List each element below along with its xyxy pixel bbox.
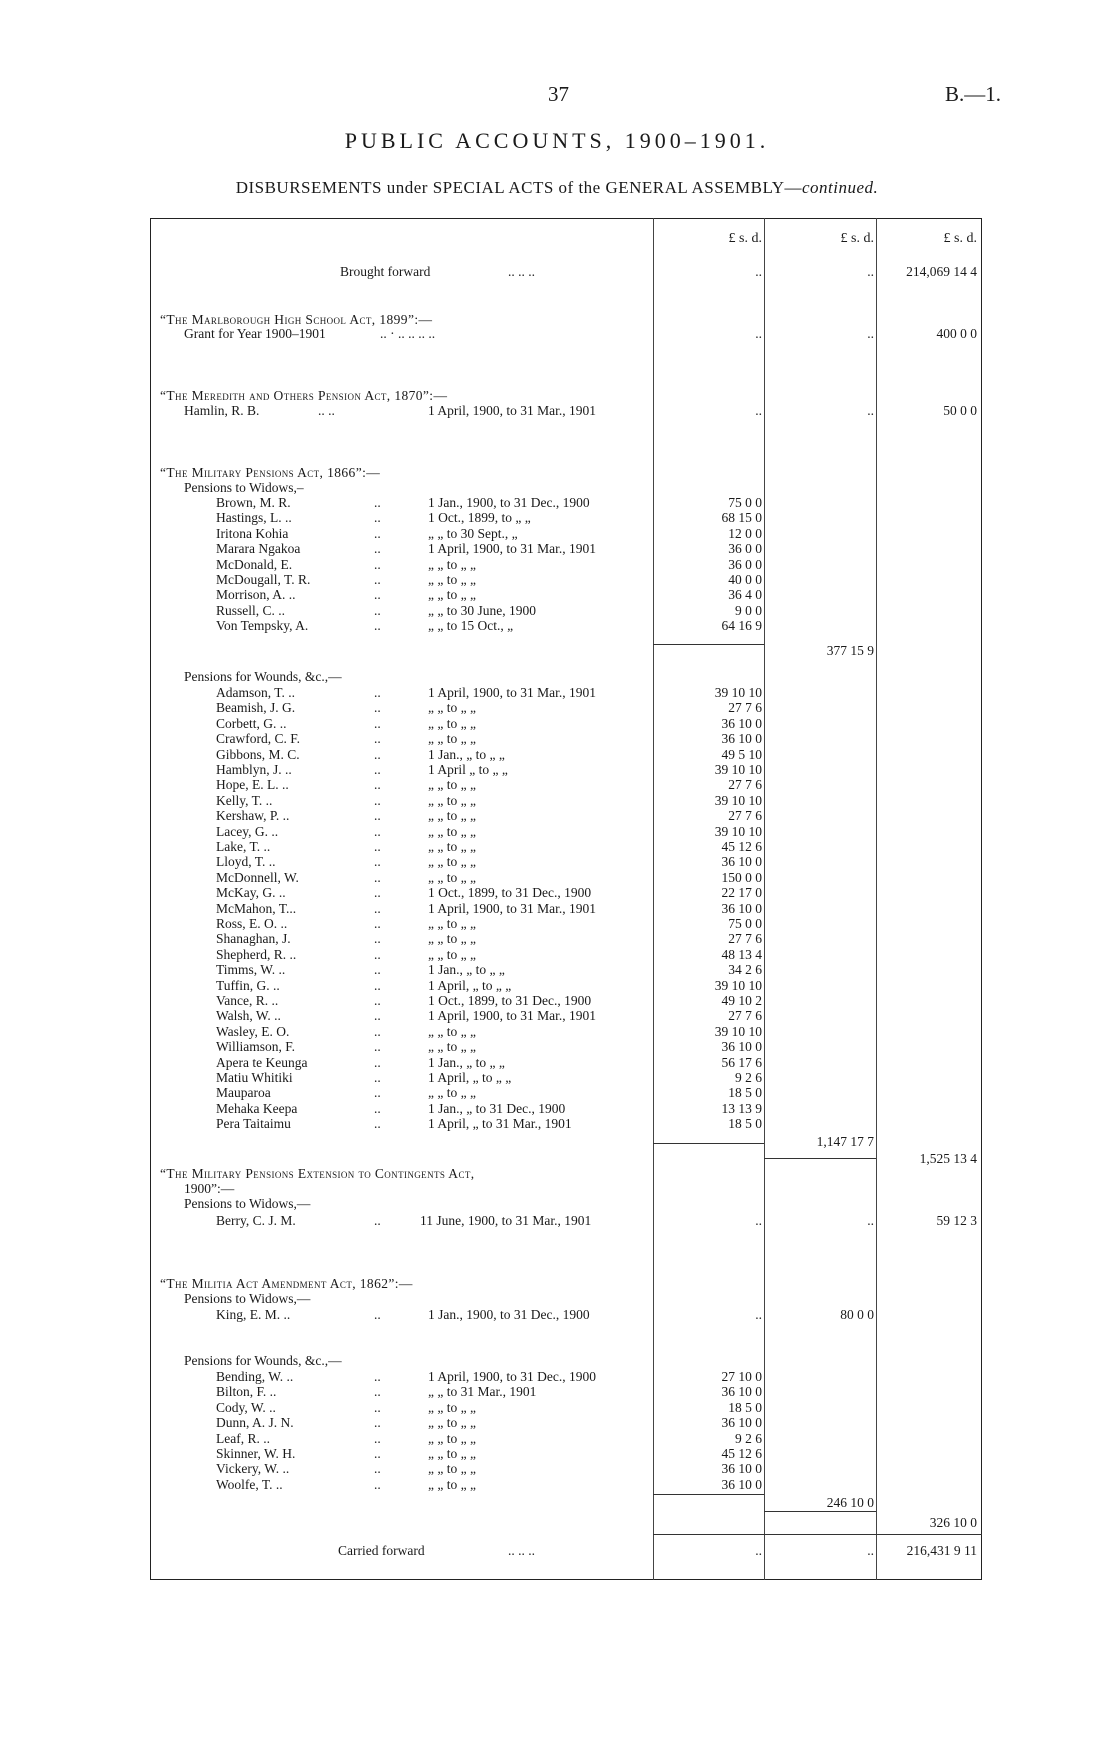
pension-period: „ „ to „ „ <box>428 854 476 870</box>
amount: 18 5 0 <box>728 1116 762 1132</box>
amount: 36 10 0 <box>721 731 762 747</box>
pensioner-name: Leaf, R. .. <box>216 1430 270 1446</box>
amount: 40 0 0 <box>728 572 762 587</box>
pensioner-name: Bending, W. .. <box>216 1369 294 1384</box>
amount: 36 10 0 <box>721 900 762 916</box>
amount: 36 0 0 <box>728 556 762 572</box>
leader-dots: .. <box>374 1461 381 1477</box>
amount: 214,069 14 4 <box>906 264 977 279</box>
leader-dots: .. · .. .. .. .. <box>380 326 436 341</box>
pensioner-name: Skinner, W. H. <box>216 1446 296 1461</box>
act-title: “The Marlborough High School Act, 1899”:— <box>160 312 433 327</box>
pensioner-name: Williamson, F. <box>216 1039 296 1055</box>
pensioner-name: Kelly, T. .. <box>216 792 273 808</box>
pension-period: 1 April, 1900, to 31 Mar., 1901 <box>428 541 596 557</box>
amount: 39 10 10 <box>714 823 762 839</box>
act-title-cont: 1900”:— <box>184 1181 235 1196</box>
leader-dots: .. <box>374 556 381 572</box>
leader-dots: .. <box>374 510 381 526</box>
subtotal-row <box>0 1494 1114 1511</box>
pension-period: 1 April, „ to 31 Mar., 1901 <box>428 1116 572 1132</box>
pension-period: „ „ to „ „ <box>428 1476 476 1492</box>
pension-period: 1 April „ to „ „ <box>428 762 508 777</box>
grant-label: Grant for Year 1900–1901 <box>184 326 326 341</box>
pension-row <box>0 1306 1114 1323</box>
amount: 9 0 0 <box>735 602 762 618</box>
pension-row <box>0 1115 1114 1132</box>
total-rule <box>653 1534 982 1535</box>
pension-period: 1 Jan., „ to „ „ <box>428 1054 505 1070</box>
leader-dots: .. <box>374 1430 381 1446</box>
act-title: “The Military Pensions Act, 1866”:— <box>160 465 381 480</box>
pensioner-name: Adamson, T. .. <box>216 685 295 700</box>
amount: 64 16 9 <box>721 618 762 634</box>
amount: .. <box>755 326 762 341</box>
pensioner-name: Tuffin, G. .. <box>216 977 280 993</box>
pensioner-name: Von Tempsky, A. <box>216 618 309 634</box>
section-heading <box>0 1290 1114 1307</box>
pension-period: „ „ to „ „ <box>428 946 476 962</box>
pensioner-name: Russell, C. .. <box>216 602 286 618</box>
pensioner-name: Walsh, W. .. <box>216 1008 281 1024</box>
pensioner-name: Beamish, J. G. <box>216 700 296 716</box>
leader-dots: .. <box>374 946 381 962</box>
pension-period: 1 Oct., 1899, to 31 Dec., 1900 <box>428 993 592 1008</box>
leader-dots: .. <box>374 792 381 808</box>
pension-period: „ „ to „ „ <box>428 1399 476 1415</box>
pension-period: „ „ to „ „ <box>428 916 476 931</box>
pensioner-name: Wasley, E. O. <box>216 1023 290 1039</box>
leader-dots: .. <box>374 685 381 700</box>
pension-period: 1 April, 1900, to 31 Mar., 1901 <box>428 685 596 700</box>
pensioner-name: Brown, M. R. <box>216 495 291 510</box>
subtitle-main: DISBURSEMENTS under SPECIAL ACTS of the GENERAL ASSEMBLY— <box>235 178 802 197</box>
pensioner-name: Bilton, F. .. <box>216 1384 277 1400</box>
amount: 45 12 6 <box>721 839 762 854</box>
leader-dots: .. <box>374 931 381 947</box>
pension-period: „ „ to 30 Sept., „ <box>428 525 518 541</box>
amount: 216,431 9 11 <box>906 1543 977 1558</box>
pensioner-name: Shepherd, R. .. <box>216 946 297 962</box>
act-total: 326 10 0 <box>929 1515 977 1530</box>
pension-period: „ „ to 31 Mar., 1901 <box>428 1384 537 1400</box>
pension-period: „ „ to „ „ <box>428 1446 476 1461</box>
carried-forward-label: Carried forward <box>338 1543 425 1558</box>
pension-period: „ „ to „ „ <box>428 715 476 731</box>
leader-dots: .. <box>374 1039 381 1055</box>
pension-period: 1 April, 1900, to 31 Dec., 1900 <box>428 1369 596 1384</box>
amount: 27 7 6 <box>728 700 762 716</box>
widows-heading: Pensions to Widows,— <box>184 1196 311 1211</box>
pension-period: „ „ to „ „ <box>428 556 476 572</box>
leader-dots: .. <box>374 572 381 587</box>
pension-row <box>0 617 1114 634</box>
leader-dots: .. <box>374 1085 381 1101</box>
brought-forward-row <box>0 263 1114 280</box>
leader-dots: .. <box>374 1054 381 1070</box>
leader-dots: .. <box>374 762 381 777</box>
act-title: “The Military Pensions Extension to Contingents Act, <box>160 1166 475 1181</box>
amount: 27 7 6 <box>728 931 762 947</box>
leader-dots: .. <box>374 1415 381 1431</box>
amount: .. <box>867 326 874 341</box>
pensioner-name: Pera Taitaimu <box>216 1116 291 1132</box>
amount: .. <box>755 264 762 279</box>
pensioner-name: Mauparoa <box>216 1085 271 1101</box>
pensioner-name: McDonald, E. <box>216 556 293 572</box>
pension-period: 1 Oct., 1899, to „ „ <box>428 510 531 526</box>
carried-forward-row <box>0 1542 1114 1559</box>
leader-dots: .. <box>374 916 381 931</box>
wounds-heading: Pensions for Wounds, &c.,— <box>184 1353 342 1368</box>
widows-total: 377 15 9 <box>826 643 874 658</box>
amount: 75 0 0 <box>728 495 762 510</box>
amount: 18 5 0 <box>728 1085 762 1101</box>
pension-period: „ „ to 15 Oct., „ <box>428 618 514 634</box>
amount: 36 10 0 <box>721 1476 762 1492</box>
amount: 150 0 0 <box>721 869 762 885</box>
pension-period: „ „ to „ „ <box>428 931 476 947</box>
page-subtitle <box>0 178 1114 198</box>
amount: 56 17 6 <box>721 1054 762 1070</box>
pension-period: „ „ to „ „ <box>428 731 476 747</box>
amount: 49 5 10 <box>721 746 762 762</box>
amount: 39 10 10 <box>714 792 762 808</box>
pension-period: „ „ to „ „ <box>428 1085 476 1101</box>
amount: 49 10 2 <box>721 993 762 1008</box>
amount: 59 12 3 <box>936 1213 977 1228</box>
pensioner-name: Hamblyn, J. .. <box>216 762 292 777</box>
amount: 36 10 0 <box>721 1039 762 1055</box>
pensioner-name: McDougall, T. R. <box>216 572 311 587</box>
leader-dots: .. <box>374 1070 381 1085</box>
col2-header: £ s. d. <box>840 231 874 246</box>
pensioner-name: Iritona Kohia <box>216 525 289 541</box>
leader-dots: .. <box>374 777 381 793</box>
subtitle-continued: continued. <box>801 178 879 197</box>
amount: 50 0 0 <box>943 403 977 418</box>
pensioner-name: Apera te Keunga <box>216 1054 308 1070</box>
pension-period: „ „ to „ „ <box>428 700 476 716</box>
leader-dots: .. <box>374 1476 381 1492</box>
pension-period: 11 June, 1900, to 31 Mar., 1901 <box>420 1213 592 1228</box>
amount: 27 7 6 <box>728 808 762 824</box>
pension-period: 1 Jan., „ to 31 Dec., 1900 <box>428 1100 566 1116</box>
pension-period: „ „ to „ „ <box>428 572 476 587</box>
leader-dots: .. .. .. <box>508 1543 535 1558</box>
pension-period: 1 Jan., „ to „ „ <box>428 962 505 978</box>
amount: 39 10 10 <box>714 762 762 777</box>
page-title: PUBLIC ACCOUNTS, 1900–1901. <box>344 128 770 153</box>
leader-dots: .. <box>374 541 381 557</box>
amount: 36 10 0 <box>721 854 762 870</box>
pensioner-name: Crawford, C. F. <box>216 731 301 747</box>
pension-period: 1 Jan., „ to „ „ <box>428 746 505 762</box>
pension-period: 1 Oct., 1899, to 31 Dec., 1900 <box>428 885 592 901</box>
amount: 27 7 6 <box>728 1008 762 1024</box>
pension-period: „ „ to „ „ <box>428 1023 476 1039</box>
amount: 39 10 10 <box>714 685 762 700</box>
leader-dots: .. <box>374 839 381 854</box>
col3-header: £ s. d. <box>943 231 977 246</box>
amount: 9 2 6 <box>735 1070 762 1085</box>
leader-dots: .. <box>374 993 381 1008</box>
pensioner-name: Lloyd, T. .. <box>216 854 276 870</box>
leader-dots: .. <box>374 587 381 603</box>
leader-dots: .. <box>374 1399 381 1415</box>
leader-dots: .. <box>374 731 381 747</box>
amount: 400 0 0 <box>936 326 977 341</box>
brought-forward-label: Brought forward <box>340 264 431 279</box>
pensioner-name: Lacey, G. .. <box>216 823 279 839</box>
pensioner-name: Ross, E. O. .. <box>216 916 288 931</box>
amount: 75 0 0 <box>728 916 762 931</box>
leader-dots: .. <box>374 1213 381 1228</box>
pensioner-name: Berry, C. J. M. <box>216 1213 296 1228</box>
pensioner-name: Hamlin, R. B. <box>184 403 260 418</box>
pensioner-name: Woolfe, T. .. <box>216 1476 283 1492</box>
pensioner-name: Hope, E. L. .. <box>216 777 289 793</box>
leader-dots: .. <box>374 1008 381 1024</box>
amount: 36 10 0 <box>721 1415 762 1431</box>
pension-period: 1 April, 1900, to 31 Mar., 1901 <box>428 403 596 418</box>
leader-dots: .. <box>374 1116 381 1132</box>
amount: 12 0 0 <box>728 525 762 541</box>
wounds-total: 1,147 17 7 <box>816 1134 874 1149</box>
leader-dots: .. <box>374 746 381 762</box>
act-total: 1,525 13 4 <box>919 1151 977 1166</box>
pension-period: „ „ to 30 June, 1900 <box>428 602 536 618</box>
subtotal-row <box>0 634 1114 658</box>
leader-dots: .. <box>374 602 381 618</box>
pension-period: 1 April, „ to „ „ <box>428 1070 512 1085</box>
pension-period: „ „ to „ „ <box>428 1461 476 1477</box>
wounds-heading: Pensions for Wounds, &c.,— <box>184 669 342 684</box>
pensioner-name: Cody, W. .. <box>216 1399 276 1415</box>
total-rule <box>764 1511 876 1512</box>
pension-period: „ „ to „ „ <box>428 808 476 824</box>
column-headers <box>0 230 1114 247</box>
pension-period: „ „ to „ „ <box>428 823 476 839</box>
amount: 18 5 0 <box>728 1399 762 1415</box>
leader-dots: .. <box>374 962 381 978</box>
amount: 80 0 0 <box>840 1307 874 1322</box>
pension-period: 1 April, 1900, to 31 Mar., 1901 <box>428 1008 596 1024</box>
amount: 36 10 0 <box>721 1384 762 1400</box>
amount: .. <box>755 1543 762 1558</box>
pension-period: 1 April, „ to „ „ <box>428 977 512 993</box>
amount: 36 10 0 <box>721 1461 762 1477</box>
act-title: “The Meredith and Others Pension Act, 1870”:— <box>160 388 448 403</box>
amount: 36 10 0 <box>721 715 762 731</box>
wounds-total: 246 10 0 <box>826 1495 874 1510</box>
leader-dots: .. <box>374 495 381 510</box>
pension-period: „ „ to „ „ <box>428 869 476 885</box>
amount: 36 0 0 <box>728 541 762 557</box>
leader-dots: .. <box>374 808 381 824</box>
pension-row <box>0 1212 1114 1229</box>
leader-dots: .. <box>374 1384 381 1400</box>
pensioner-name: Vickery, W. .. <box>216 1461 290 1477</box>
pensioner-name: Vance, R. .. <box>216 993 279 1008</box>
amount: 27 10 0 <box>721 1369 762 1384</box>
amount: .. <box>867 264 874 279</box>
pensioner-name: Matiu Whitiki <box>216 1070 293 1085</box>
leader-dots: .. <box>374 1446 381 1461</box>
pension-period: „ „ to „ „ <box>428 1039 476 1055</box>
amount: 36 4 0 <box>728 587 762 603</box>
amount: 68 15 0 <box>721 510 762 526</box>
pension-row <box>0 402 1114 419</box>
subtotal-row <box>0 1133 1114 1150</box>
pensioner-name: Dunn, A. J. N. <box>216 1415 294 1431</box>
leader-dots: .. .. .. <box>508 264 535 279</box>
pensioner-name: McKay, G. .. <box>216 885 286 901</box>
leader-dots: .. <box>374 700 381 716</box>
widows-heading: Pensions to Widows,— <box>184 1291 311 1306</box>
pensioner-name: Hastings, L. .. <box>216 510 292 526</box>
amount: .. <box>867 403 874 418</box>
pensioner-name: King, E. M. .. <box>216 1307 291 1322</box>
leader-dots: .. <box>374 1100 381 1116</box>
amount: 22 17 0 <box>721 885 762 901</box>
pensioner-name: Morrison, A. .. <box>216 587 296 603</box>
amount: .. <box>867 1213 874 1228</box>
amount: 27 7 6 <box>728 777 762 793</box>
section-heading <box>0 1352 1114 1369</box>
amount: 45 12 6 <box>721 1446 762 1461</box>
amount: 39 10 10 <box>714 977 762 993</box>
pension-period: „ „ to „ „ <box>428 1430 476 1446</box>
pension-period: „ „ to „ „ <box>428 792 476 808</box>
page-number: 37 <box>548 82 569 106</box>
pensioner-name: Timms, W. .. <box>216 962 286 978</box>
pension-period: „ „ to „ „ <box>428 777 476 793</box>
pension-period: „ „ to „ „ <box>428 587 476 603</box>
amount: 13 13 9 <box>721 1100 762 1116</box>
pension-period: „ „ to „ „ <box>428 839 476 854</box>
section-heading <box>0 668 1114 685</box>
leader-dots: .. <box>374 854 381 870</box>
leader-dots: .. <box>374 525 381 541</box>
pensioner-name: Corbett, G. .. <box>216 715 287 731</box>
grant-row <box>0 325 1114 342</box>
act-title: “The Militia Act Amendment Act, 1862”:— <box>160 1276 413 1291</box>
leader-dots: .. <box>374 977 381 993</box>
pensioner-name: Gibbons, M. C. <box>216 746 300 762</box>
pension-period: 1 April, 1900, to 31 Mar., 1901 <box>428 900 596 916</box>
leader-dots: .. <box>374 823 381 839</box>
pension-period: 1 Jan., 1900, to 31 Dec., 1900 <box>428 1307 590 1322</box>
pensioner-name: McDonnell, W. <box>216 869 299 885</box>
pension-period: 1 Jan., 1900, to 31 Dec., 1900 <box>428 495 590 510</box>
leader-dots: .. <box>374 869 381 885</box>
widows-heading: Pensions to Widows,– <box>184 480 304 495</box>
pensioner-name: McMahon, T... <box>216 900 297 916</box>
pension-period: „ „ to „ „ <box>428 1415 476 1431</box>
col1-header: £ s. d. <box>728 231 762 246</box>
pensioner-name: Lake, T. .. <box>216 839 271 854</box>
amount: .. <box>755 1213 762 1228</box>
leader-dots: .. <box>374 900 381 916</box>
amount: 39 10 10 <box>714 1023 762 1039</box>
leader-dots: .. <box>374 1023 381 1039</box>
pension-row <box>0 1476 1114 1493</box>
pensioner-name: Marara Ngakoa <box>216 541 301 557</box>
page-code: B.—1. <box>945 82 1002 106</box>
leader-dots: .. .. <box>318 403 335 418</box>
amount: 48 13 4 <box>721 946 762 962</box>
leader-dots: .. <box>374 618 381 634</box>
pensioner-name: Kershaw, P. .. <box>216 808 290 824</box>
section-heading <box>0 1195 1114 1212</box>
leader-dots: .. <box>374 1369 381 1384</box>
leader-dots: .. <box>374 1307 381 1322</box>
amount: 9 2 6 <box>735 1430 762 1446</box>
amount: 34 2 6 <box>728 962 762 978</box>
leader-dots: .. <box>374 885 381 901</box>
amount: .. <box>867 1543 874 1558</box>
pensioner-name: Shanaghan, J. <box>216 931 291 947</box>
act-total-row <box>0 1514 1114 1531</box>
pensioner-name: Mehaka Keepa <box>216 1100 298 1116</box>
amount: .. <box>755 1307 762 1322</box>
amount: .. <box>755 403 762 418</box>
leader-dots: .. <box>374 715 381 731</box>
